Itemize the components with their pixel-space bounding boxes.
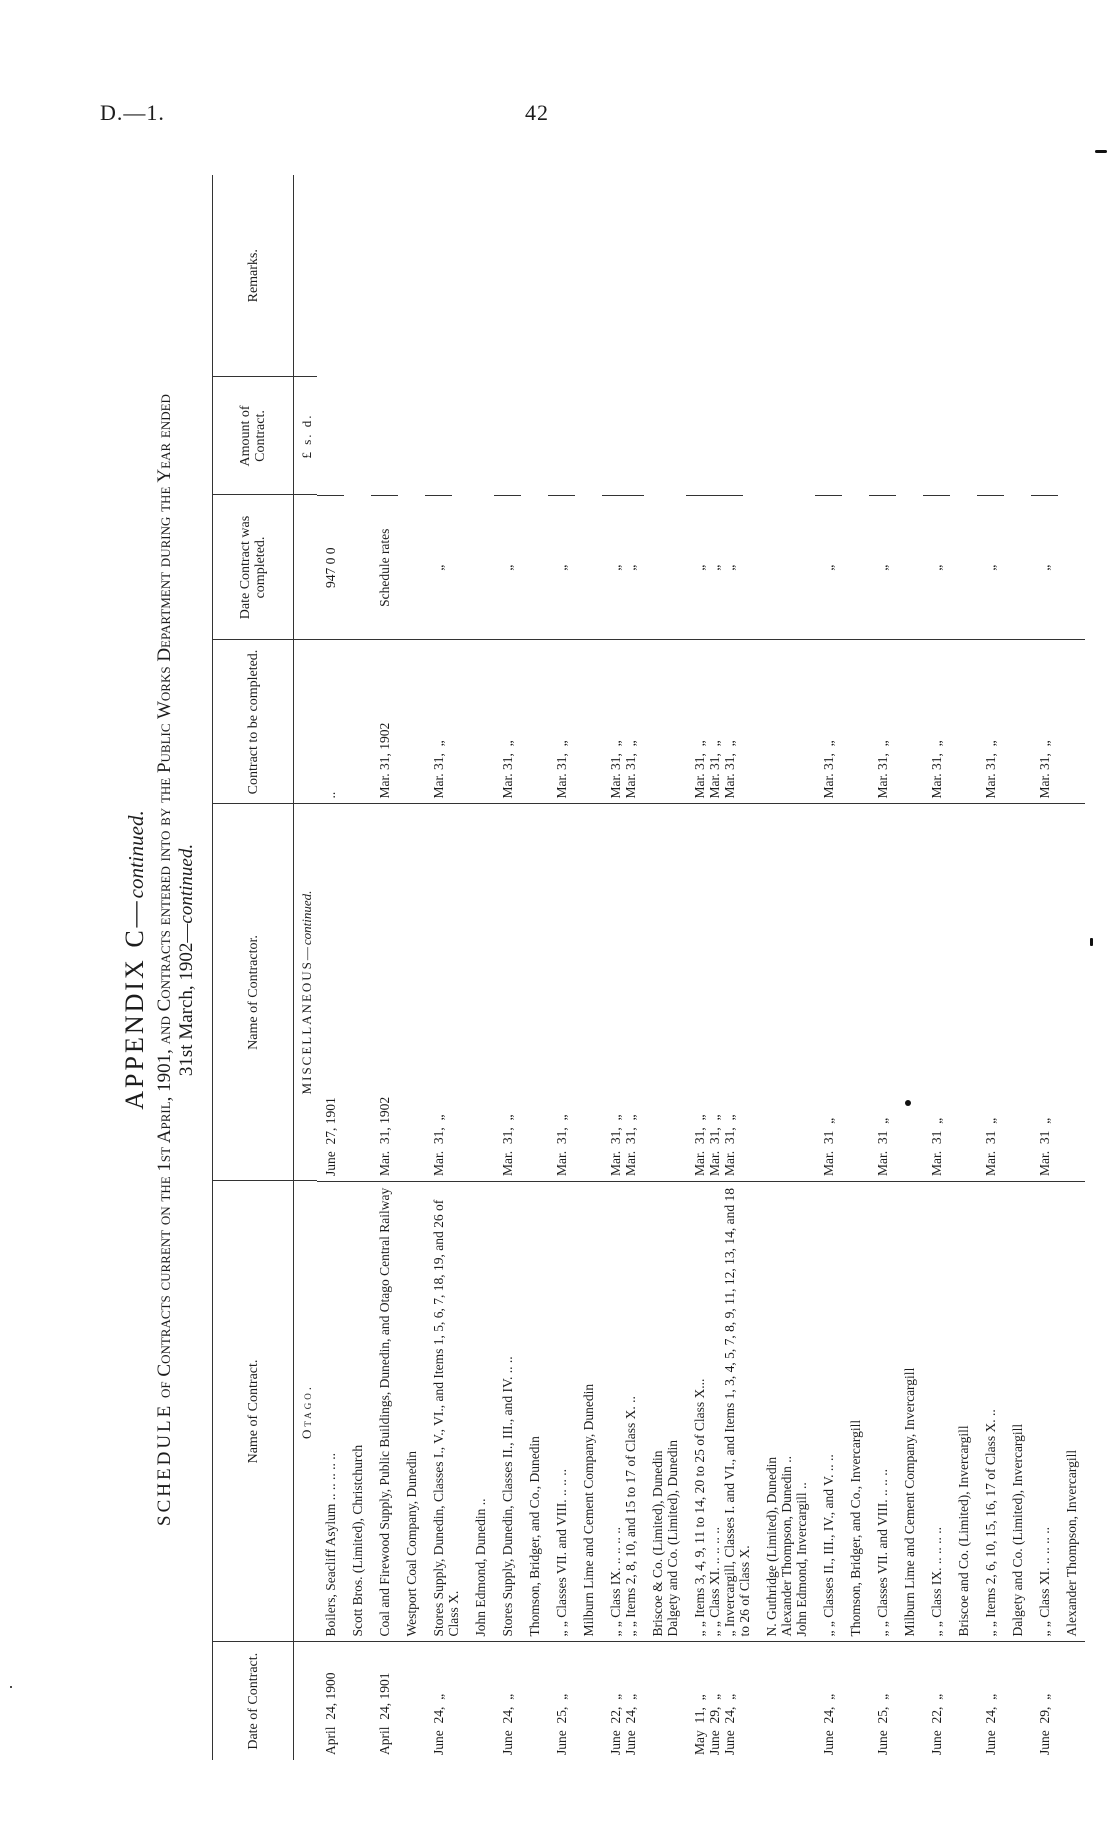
rotated-schedule	[118, 160, 1114, 1760]
cell-to-be-completed: June 27, 1901	[317, 804, 371, 1181]
cell-amount: „ „	[602, 495, 644, 640]
appendix-title: APPENDIX C—continued.	[120, 810, 149, 1110]
cell-remarks	[815, 377, 869, 495]
cell-date-completed: Mar. 31, „ Mar. 31, „ Mar. 31, „	[686, 640, 815, 804]
page-number: 42	[525, 100, 549, 125]
col-date-of-contract: Date of Contract.	[213, 1642, 294, 1760]
cell-remarks	[1031, 377, 1085, 495]
cell-contract-name: Coal and Firewood Supply, Public Buildings, Dunedin, and Otago Central Railway	[371, 1181, 398, 1642]
cell-to-be-completed: Mar. 31, „	[548, 804, 602, 1181]
amount-units: £ s. d.	[294, 377, 318, 495]
table-row	[425, 175, 494, 1760]
table-row	[548, 175, 602, 1760]
cell-date-completed: Mar. 31, „ Mar. 31, „	[602, 640, 686, 804]
table-row	[869, 175, 923, 1760]
cell-date: June 25, „	[869, 1642, 923, 1760]
cell-amount: „	[815, 495, 842, 640]
cell-contractor: Alexander Thompson, Invercargill	[1058, 1181, 1085, 1642]
ink-speck	[1095, 150, 1107, 153]
table-row	[923, 175, 977, 1760]
cell-amount: „	[977, 495, 1004, 640]
cell-remarks	[977, 377, 1031, 495]
cell-date: June 24, „	[494, 1642, 548, 1760]
table-row	[494, 175, 548, 1760]
cell-remarks	[494, 377, 548, 495]
cell-amount: 947 0 0	[317, 495, 344, 640]
cell-date-completed: Mar. 31, „	[425, 640, 494, 804]
table-row	[602, 175, 686, 1760]
cell-to-be-completed: Mar. 31, 1902	[371, 804, 425, 1181]
cell-amount: „	[1031, 495, 1058, 640]
cell-contractor: Dalgety and Co. (Limited), Invercargill	[1004, 1181, 1031, 1642]
cell-contract-name: Stores Supply, Dunedin, Classes II., III., and IV. .. ..	[494, 1181, 521, 1642]
cell-remarks	[317, 377, 371, 495]
cell-remarks	[548, 377, 602, 495]
col-remarks: Remarks.	[213, 175, 294, 377]
cell-to-be-completed: Mar. 31 „	[923, 804, 977, 1181]
cell-date-completed: Mar. 31, „	[1031, 640, 1085, 804]
cell-date: June 22, „ June 24, „	[602, 1642, 686, 1760]
cell-contract-name: „ „ Classes II., III., IV., and V. .. ..	[815, 1181, 842, 1642]
table-row	[317, 175, 371, 1760]
cell-contract-name: „ „ Classes VII. and VIII. .. .. ..	[548, 1181, 575, 1642]
cell-date: May 11, „ June 29, „ June 24, „	[686, 1642, 815, 1760]
cell-contract-name: „ „ Items 3, 4, 9, 11 to 14, 20 to 25 of Class X... „ „ Class XI. .. .. .. .. „ Invercargill, Classes I. and VI., and Items 1, 3, 4, 5, 7, 8, 9, 11, 12, 13, 14, and 18 to 26 of Class X.	[686, 1181, 758, 1642]
section-miscellaneous: MISCELLANEOUS—continued.	[294, 804, 318, 1181]
cell-contractor: Thomson, Bridger, and Co., Dunedin	[521, 1181, 548, 1642]
cell-to-be-completed: Mar. 31 „	[869, 804, 923, 1181]
ink-speck	[10, 1686, 12, 1688]
cell-date-completed: Mar. 31, „	[494, 640, 548, 804]
cell-amount: „	[923, 495, 950, 640]
cell-to-be-completed: Mar. 31, „ Mar. 31, „ Mar. 31, „	[686, 804, 815, 1181]
cell-date: June 29, „	[1031, 1642, 1085, 1760]
cell-to-be-completed: Mar. 31 „	[1031, 804, 1085, 1181]
cell-contract-name: „ „ Class IX. .. .. .. .. „ „ Items 2, 8, 10, and 15 to 17 of Class X. ..	[602, 1181, 644, 1642]
cell-amount: „	[869, 495, 896, 640]
cell-to-be-completed: Mar. 31 „	[977, 804, 1031, 1181]
cell-date-completed: Mar. 31, 1902	[371, 640, 425, 804]
cell-date: June 22, „	[923, 1642, 977, 1760]
contracts-table	[212, 175, 1085, 1760]
cell-amount: „ „ „	[686, 495, 743, 640]
cell-remarks	[602, 377, 686, 495]
cell-amount: „	[494, 495, 521, 640]
cell-to-be-completed: Mar. 31, „	[494, 804, 548, 1181]
cell-remarks	[371, 377, 425, 495]
cell-date: April 24, 1901	[371, 1642, 425, 1760]
col-date-completed: Date Contract was completed.	[213, 495, 294, 640]
cell-date-completed: Mar. 31, „	[977, 640, 1031, 804]
cell-date-completed: Mar. 31, „	[923, 640, 977, 804]
cell-contractor: Westport Coal Company, Dunedin	[398, 1181, 425, 1642]
cell-contractor: Milburn Lime and Cement Company, Dunedin	[575, 1181, 602, 1642]
cell-remarks	[425, 377, 494, 495]
cell-amount: Schedule rates	[371, 495, 398, 640]
cell-date-completed: Mar. 31, „	[869, 640, 923, 804]
cell-date: June 24, „	[977, 1642, 1031, 1760]
cell-contract-name: Stores Supply, Dunedin, Classes I., V., VI., and Items 1, 5, 6, 7, 18, 19, and 26 of Class X.	[425, 1181, 467, 1642]
cell-date: April 24, 1900	[317, 1642, 371, 1760]
table-row	[977, 175, 1031, 1760]
table-row	[686, 175, 815, 1760]
cell-contractor: Briscoe & Co. (Limited), Dunedin Dalgety and Co. (Limited), Dunedin	[644, 1181, 686, 1642]
cell-date-completed: ..	[317, 640, 371, 804]
cell-remarks	[923, 377, 977, 495]
cell-date: June 24, „	[815, 1642, 869, 1760]
table-row	[371, 175, 425, 1760]
table-header-row	[213, 175, 294, 1760]
schedule-title: SCHEDULE of Contracts current on the 1st April, 1901, and Contracts entered into by the Public Works Department during the Year ended 31st March, 1902—continued.	[154, 394, 197, 1526]
cell-date: June 25, „	[548, 1642, 602, 1760]
cell-contract-name: „ „ Classes VII. and VIII. .. .. ..	[869, 1181, 896, 1642]
cell-to-be-completed: Mar. 31, „	[425, 804, 494, 1181]
cell-contractor: Thomson, Bridger, and Co., Invercargill	[842, 1181, 869, 1642]
section-row	[294, 175, 318, 1760]
cell-remarks	[869, 377, 923, 495]
col-name-of-contractor: Name of Contractor.	[213, 804, 294, 1181]
cell-contract-name: „ „ Class XI. .. .. .. ..	[1031, 1181, 1058, 1642]
cell-contract-name: „ „ Class IX. .. .. .. ..	[923, 1181, 950, 1642]
cell-date: June 24, „	[425, 1642, 494, 1760]
cell-remarks	[686, 377, 815, 495]
table-row	[815, 175, 869, 1760]
col-amount: Amount of Contract.	[213, 377, 294, 495]
cell-to-be-completed: Mar. 31, „ Mar. 31, „	[602, 804, 686, 1181]
section-otago: Otago.	[294, 1181, 318, 1642]
cell-amount: „	[425, 495, 452, 640]
col-contract-to-be-completed: Contract to be completed.	[213, 640, 294, 804]
cell-contractor: Scott Bros. (Limited), Christchurch	[344, 1181, 371, 1642]
table-row	[1031, 175, 1085, 1760]
cell-contractor: Briscoe and Co. (Limited), Invercargill	[950, 1181, 977, 1642]
cell-contractor: Milburn Lime and Cement Company, Invercargill	[896, 1181, 923, 1642]
cell-to-be-completed: Mar. 31 „	[815, 804, 869, 1181]
cell-contractor: N. Guthridge (Limited), Dunedin Alexander Thompson, Dunedin .. John Edmond, Invercargill ..	[758, 1181, 815, 1642]
cell-contractor: John Edmond, Dunedin ..	[467, 1181, 494, 1642]
cell-contract-name: Boilers, Seacliff Asylum .. .. .. .. ..	[317, 1181, 344, 1642]
cell-amount: „	[548, 495, 575, 640]
col-name-of-contract: Name of Contract.	[213, 1181, 294, 1642]
cell-date-completed: Mar. 31, „	[815, 640, 869, 804]
cell-contract-name: „ „ Items 2, 6, 10, 15, 16, 17 of Class X. ..	[977, 1181, 1004, 1642]
cell-date-completed: Mar. 31, „	[548, 640, 602, 804]
document-code: D.—1.	[100, 100, 165, 125]
